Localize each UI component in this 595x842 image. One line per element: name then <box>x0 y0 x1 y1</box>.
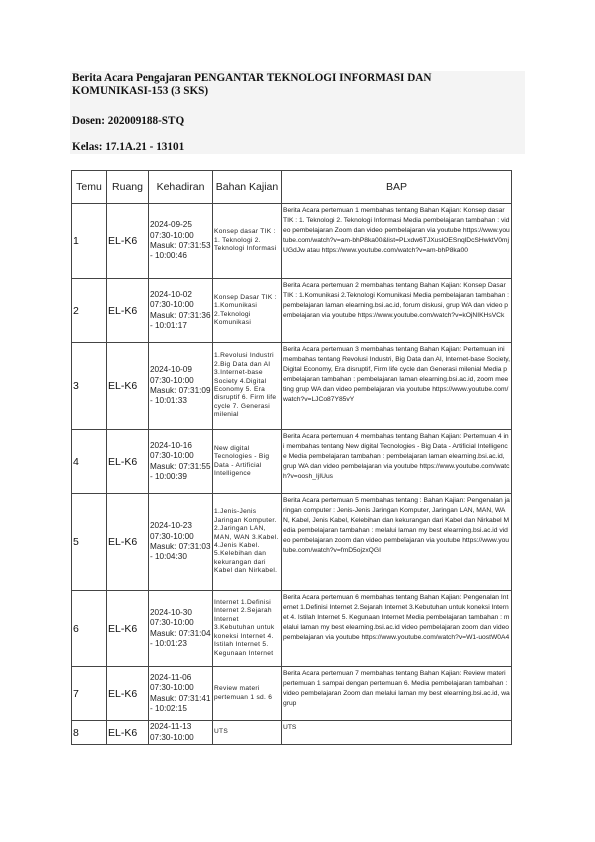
table-row <box>72 667 512 721</box>
cell-temu: 4 <box>72 430 107 494</box>
kehadiran-line: - 10:02:15 <box>150 703 187 713</box>
cell-ruang: EL-K6 <box>107 204 149 279</box>
cell-bahan-kajian: Review materi pertemuan 1 sd. 6 <box>213 667 282 721</box>
kehadiran-line: 07:30-10:00 <box>150 732 194 742</box>
cell-kehadiran <box>149 279 213 343</box>
header-kehadiran: Kehadiran <box>149 171 213 204</box>
table-row <box>72 494 512 591</box>
kehadiran-line: 2024-10-16 <box>150 440 192 450</box>
cell-bahan-kajian: 1.Jenis-Jenis Jaringan Komputer. 2.Jaringan LAN, MAN, WAN 3.Kabel. 4.Jenis Kabel. 5.Kelebihan dan kekurangan dari Kabel dan Nirkabel. <box>213 494 282 591</box>
kehadiran-line: - 10:04:30 <box>150 552 187 562</box>
bap-table <box>71 170 512 745</box>
kehadiran-line: 07:30-10:00 <box>150 230 194 240</box>
cell-ruang: EL-K6 <box>107 721 149 745</box>
kehadiran-line: - 10:01:33 <box>150 396 187 406</box>
cell-temu: 6 <box>72 591 107 667</box>
cell-bap: Berita Acara pertemuan 7 membahas tentang Bahan Kajian: Review materi pertemuan 1 sampai dengan pertemuan 6. Media pembelajaran tambahan : video pembelajaran Zoom dan melalui laman my best elearning.bsi.ac.id, wa grup <box>282 667 512 721</box>
kehadiran-line: Masuk: 07:31:55 <box>150 461 211 471</box>
header-bahan-kajian: Bahan Kajian <box>213 171 282 204</box>
kehadiran-line: 2024-10-09 <box>150 365 192 375</box>
cell-ruang: EL-K6 <box>107 279 149 343</box>
table-row <box>72 204 512 279</box>
cell-bap: Berita Acara pertemuan 3 membahas tentang Bahan Kajian: Pertemuan ini membahas tentang Revolusi Industri, Big Data dan AI, Internet-base Society, Digital Economy, Era disruptif, Firm life cycle dan Generasi milenial Media pembelajaran tambahan : pembelajaran laman elearning.bsi.ac.id, zoom meeting grup WA dan video pembelajaran via youtube https://www.youtube.com/watch?v=LJCo87Y85vY <box>282 343 512 430</box>
cell-bahan-kajian: Konsep Dasar TIK : 1.Komunikasi 2.Teknologi Komunikasi <box>213 279 282 343</box>
cell-kehadiran <box>149 204 213 279</box>
document-title: Berita Acara Pengajaran PENGANTAR TEKNOLOGI INFORMASI DAN KOMUNIKASI-153 (3 SKS) <box>72 72 432 97</box>
table-row <box>72 721 512 745</box>
table-row <box>72 430 512 494</box>
kehadiran-line: 07:30-10:00 <box>150 683 194 693</box>
kehadiran-line: 07:30-10:00 <box>150 618 194 628</box>
kehadiran-line: 07:30-10:00 <box>150 451 194 461</box>
cell-ruang: EL-K6 <box>107 430 149 494</box>
cell-temu: 3 <box>72 343 107 430</box>
cell-bahan-kajian: UTS <box>213 721 282 745</box>
cell-bahan-kajian: Internet 1.Definisi Internet 2.Sejarah Internet 3.Kebutuhan untuk koneksi Internet 4. Istilah Internet 5. Kegunaan Internet <box>213 591 282 667</box>
kehadiran-line: 2024-09-25 <box>150 220 192 230</box>
cell-bap: Berita Acara pertemuan 4 membahas tentang Bahan Kajian: Pertemuan 4 ini membahas tentang New digital Tecnologies - Big Data - Artificial Intelligence Media pembelajaran tambahan : pembelajaran laman elearning.bsi.ac.id, grup WA dan video pembelajaran via youtube https://www.youtube.com/watch?v=oosh_IjIUus <box>282 430 512 494</box>
cell-temu: 5 <box>72 494 107 591</box>
kehadiran-line: - 10:01:17 <box>150 320 187 330</box>
document-header <box>70 71 525 154</box>
kehadiran-line: - 10:01:23 <box>150 638 187 648</box>
cell-temu: 2 <box>72 279 107 343</box>
kehadiran-line: - 10:00:46 <box>150 251 187 261</box>
kehadiran-line: 2024-10-30 <box>150 607 192 617</box>
cell-bap: Berita Acara pertemuan 2 membahas tentang Bahan Kajian: Konsep Dasar TIK : 1.Komunikasi 2.Teknologi Komunikasi Media pembelajaran tambahan : pembelajaran laman elearning.bsi.ac.id, forum diskusi, grup WA dan video pembelajaran via youtube https://www.youtube.com/watch?v=kOjNIKHsVCk <box>282 279 512 343</box>
cell-temu: 7 <box>72 667 107 721</box>
kehadiran-line: - 10:00:39 <box>150 471 187 481</box>
cell-ruang: EL-K6 <box>107 591 149 667</box>
kehadiran-line: 07:30-10:00 <box>150 531 194 541</box>
cell-ruang: EL-K6 <box>107 494 149 591</box>
kehadiran-line: 07:30-10:00 <box>150 375 194 385</box>
cell-kehadiran <box>149 494 213 591</box>
cell-bap: Berita Acara pertemuan 6 membahas tentang Bahan Kajian: Pengenalan Internet 1.Definisi Internet 2.Sejarah Internet 3.Kebutuhan untuk koneksi Internet 4. Istilah Internet 5. Kegunaan Internet Media pembelajaran tambahan : melalui laman my best elearning.bsi.ac.id video pembelajaran zoom dan video pembelajaran via youtube https://www.youtube.com/watch?v=W1-uostW0A4 <box>282 591 512 667</box>
cell-bahan-kajian: 1.Revolusi Industri 2.Big Data dan AI 3.Internet-base Society 4.Digital Economy 5. Era disruptif 6. Firm life cycle 7. Generasi milenial <box>213 343 282 430</box>
kehadiran-line: Masuk: 07:31:04 <box>150 628 211 638</box>
cell-kehadiran <box>149 343 213 430</box>
table-row <box>72 591 512 667</box>
kehadiran-line: 2024-10-23 <box>150 521 192 531</box>
kehadiran-line: 2024-10-02 <box>150 289 192 299</box>
cell-bahan-kajian: Konsep dasar TIK : 1. Teknologi 2. Teknologi Informasi <box>213 204 282 279</box>
cell-bap: Berita Acara pertemuan 5 membahas tentang : Bahan Kajian: Pengenalan jaringan computer : Jenis-Jenis Jaringan Komputer, Jaringan LAN, MAN, WAN, Kabel, Jenis Kabel, Kelebihan dan kekurangan dari Kabel dan Nirkabel Media pembelajaran tambahan : melalui laman my best elearning.bsi.ac.id video pembelajaran zoom dan video pembelajaran via youtube https://www.youtube.com/watch?v=fmD5ojzxQGI <box>282 494 512 591</box>
class-info: Kelas: 17.1A.21 - 13101 <box>72 141 185 153</box>
kehadiran-line: 07:30-10:00 <box>150 300 194 310</box>
cell-bap: Berita Acara pertemuan 1 membahas tentang Bahan Kajian: Konsep dasar TIK : 1. Teknologi 2. Teknologi Informasi Media pembelajaran tambahan : video pembelajaran Zoom dan video pembelajaran via youtube https://www.youtube.com/watch?v=am-bhP8ka00&list=PLxdw6TJXuslOESnqlDcSHwktV0mjUGdJw atau https://www.youtube.com/watch?v=am-bhP8ka00 <box>282 204 512 279</box>
kehadiran-line: Masuk: 07:31:36 <box>150 310 211 320</box>
kehadiran-line: Masuk: 07:31:09 <box>150 386 211 395</box>
header-temu: Temu <box>72 171 107 204</box>
cell-temu: 1 <box>72 204 107 279</box>
kehadiran-line: 2024-11-13 <box>150 722 192 732</box>
cell-kehadiran <box>149 721 213 745</box>
header-bap: BAP <box>282 171 512 204</box>
cell-kehadiran <box>149 430 213 494</box>
cell-bap: UTS <box>282 721 512 745</box>
cell-bahan-kajian: New digital Tecnologies - Big Data - Artificial Intelligence <box>213 430 282 494</box>
lecturer-info: Dosen: 202009188-STQ <box>72 115 185 127</box>
cell-kehadiran <box>149 591 213 667</box>
cell-ruang: EL-K6 <box>107 667 149 721</box>
cell-ruang: EL-K6 <box>107 343 149 430</box>
kehadiran-line: Masuk: 07:31:03 <box>150 542 211 551</box>
table-row <box>72 343 512 430</box>
kehadiran-line: 2024-11-06 <box>150 672 192 682</box>
table-header-row <box>72 171 512 204</box>
table-row <box>72 279 512 343</box>
cell-kehadiran <box>149 667 213 721</box>
cell-temu: 8 <box>72 721 107 745</box>
kehadiran-line: Masuk: 07:31:41 <box>150 693 211 703</box>
kehadiran-line: Masuk: 07:31:53 <box>150 241 211 250</box>
header-ruang: Ruang <box>107 171 149 204</box>
